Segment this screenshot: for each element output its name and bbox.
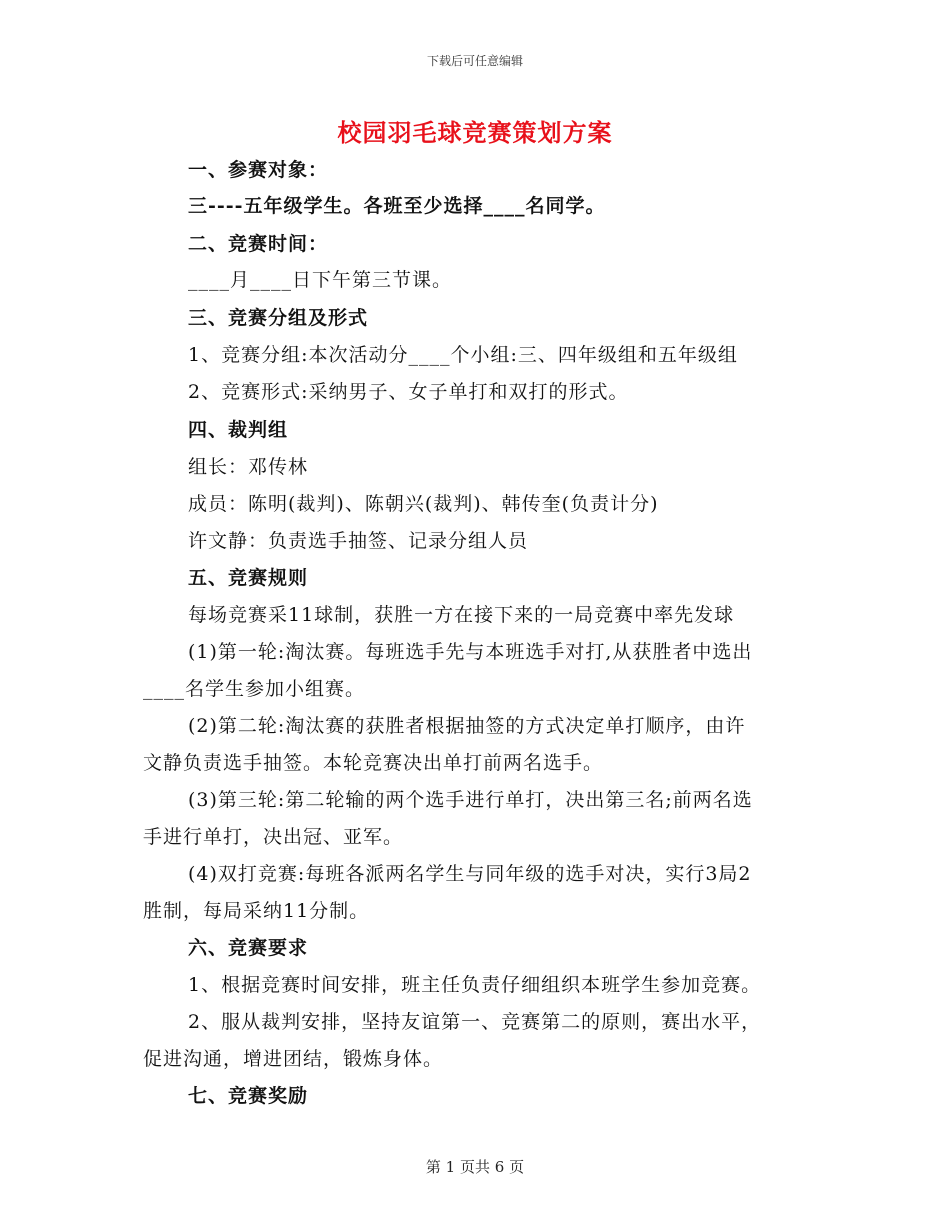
paragraph-round-2: (2)第二轮:淘汰赛的获胜者根据抽签的方式决定单打顺序，由许 (188, 715, 746, 737)
section-heading-groups: 三、竞赛分组及形式 (188, 307, 369, 329)
section-heading-participants: 一、参赛对象： (188, 159, 329, 181)
paragraph-rules-intro: 每场竞赛采11球制，获胜一方在接下来的一局竞赛中率先发球 (188, 604, 735, 626)
paragraph-requirement-2-cont: 促进沟通，增进团结，锻炼身体。 (143, 1048, 444, 1070)
paragraph-round-3-cont: 手进行单打，决出冠、亚军。 (143, 826, 404, 848)
paragraph-doubles-cont: 胜制，每局采纳11分制。 (143, 900, 370, 922)
paragraph-doubles: (4)双打竞赛:每班各派两名学生与同年级的选手对决，实行3局2 (188, 863, 752, 885)
paragraph-round-1: (1)第一轮:淘汰赛。每班选手先与本班选手对打,从获胜者中选出 (188, 641, 753, 663)
section-heading-awards: 七、竞赛奖励 (188, 1085, 309, 1107)
section-heading-time: 二、竞赛时间： (188, 233, 329, 255)
paragraph-members: 成员：陈明(裁判)、陈朝兴(裁判)、韩传奎(负责计分) (188, 493, 659, 515)
paragraph-round-1-cont: ____名学生参加小组赛。 (143, 678, 366, 700)
section-heading-rules: 五、竞赛规则 (188, 567, 309, 589)
section-heading-requirements: 六、竞赛要求 (188, 937, 309, 959)
paragraph-round-2-cont: 文静负责选手抽签。本轮竞赛决出单打前两名选手。 (143, 752, 604, 774)
page-footer: 第 1 页共 6 页 (425, 1158, 525, 1176)
paragraph-leader: 组长：邓传林 (188, 456, 309, 478)
page-header: 下载后可任意编辑 (426, 54, 523, 68)
section-heading-referees: 四、裁判组 (188, 419, 289, 441)
paragraph-round-3: (3)第三轮:第二轮输的两个选手进行单打，决出第三名;前两名选 (188, 789, 753, 811)
paragraph-xu-wenjing: 许文静：负责选手抽签、记录分组人员 (188, 530, 529, 552)
paragraph-requirement-1: 1、根据竞赛时间安排，班主任负责仔细组织本班学生参加竞赛。 (188, 974, 762, 996)
paragraph-grouping: 1、竞赛分组:本次活动分____个小组:三、四年级组和五年级组 (188, 344, 738, 366)
paragraph-participants: 三----五年级学生。各班至少选择____名同学。 (188, 195, 606, 217)
document-title: 校园羽毛球竞赛策划方案 (337, 118, 613, 147)
paragraph-time: ____月____日下午第三节课。 (188, 269, 453, 291)
paragraph-requirement-2: 2、服从裁判安排，坚持友谊第一、竞赛第二的原则，赛出水平， (188, 1011, 762, 1033)
paragraph-format: 2、竞赛形式:采纳男子、女子单打和双打的形式。 (188, 381, 629, 403)
